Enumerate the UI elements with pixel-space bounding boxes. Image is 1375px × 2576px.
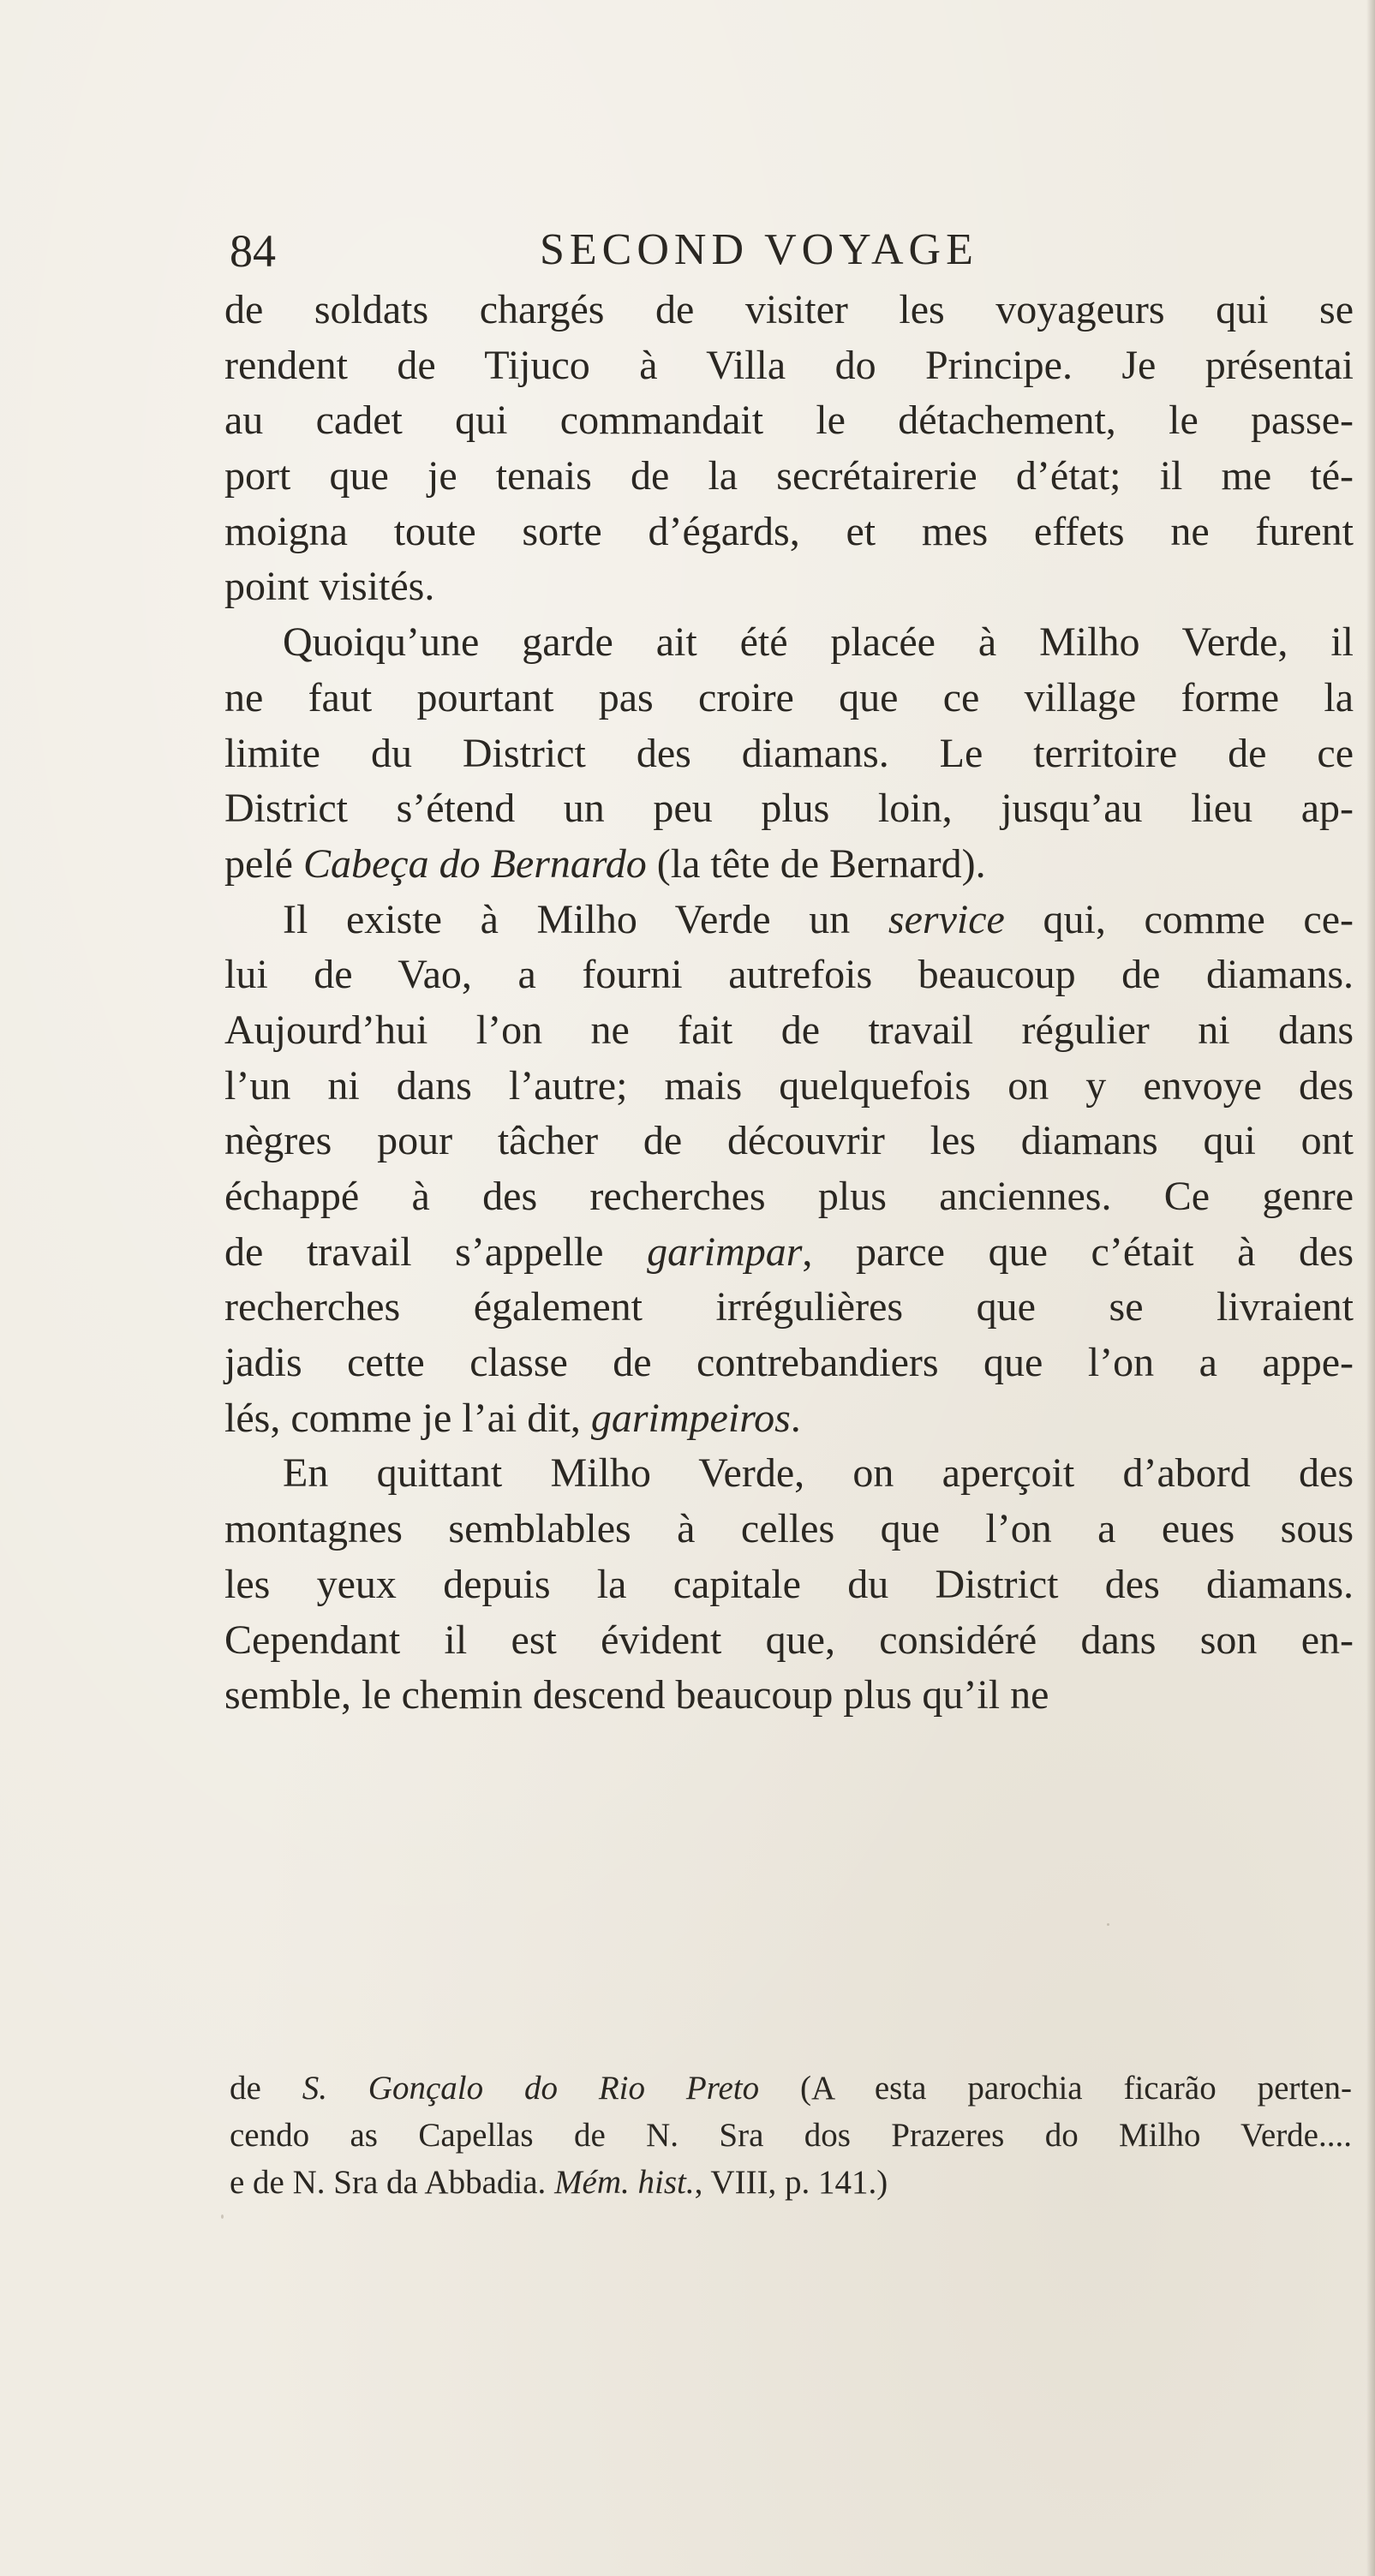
page-edge-shadow xyxy=(1366,0,1375,2576)
text-run: e de N. Sra da Abbadia. xyxy=(230,2164,555,2201)
page-number: 84 xyxy=(230,225,276,277)
body-line xyxy=(224,1169,1354,1225)
text-run: semble, le chemin descend beaucoup plus qu’il ne xyxy=(224,1672,1049,1718)
body-line xyxy=(224,837,1354,893)
text-run: (A esta parochia ficarão perten- xyxy=(759,2070,1353,2107)
body-line xyxy=(224,1668,1354,1724)
body-line xyxy=(224,781,1354,837)
paper-speck xyxy=(221,2214,224,2219)
italic-term: Mém. hist. xyxy=(554,2164,695,2201)
footnote-line xyxy=(230,2112,1352,2159)
italic-term: service xyxy=(888,896,1005,942)
body-line xyxy=(224,1446,1354,1502)
text-run: au cadet qui commandait le détachement, le passe- xyxy=(224,397,1354,444)
italic-term: garimpar xyxy=(647,1228,803,1275)
text-run: . xyxy=(790,1395,801,1441)
body-text xyxy=(224,283,1354,1724)
text-run: de xyxy=(230,2070,302,2107)
italic-term: Cabeça do Bernardo xyxy=(302,840,647,887)
text-run: point visités. xyxy=(224,564,435,610)
text-run: moigna toute sorte d’égards, et mes effets ne furent xyxy=(224,508,1354,554)
body-line xyxy=(224,726,1354,782)
text-run: , VIII, p. 141.) xyxy=(694,2164,888,2201)
text-run: En quittant Milho Verde, on aperçoit d’abord des xyxy=(283,1450,1354,1497)
body-line xyxy=(224,1336,1354,1391)
body-line xyxy=(224,1557,1354,1613)
text-run: ne faut pourtant pas croire que ce village forme la xyxy=(224,674,1354,720)
body-line xyxy=(224,615,1354,671)
running-head xyxy=(230,224,1129,284)
text-run: recherches également irrégulières que se livraient xyxy=(224,1284,1354,1330)
text-run: port que je tenais de la secrétairerie d’état; il me té- xyxy=(224,453,1354,499)
text-run: Il existe à Milho Verde un xyxy=(283,896,888,942)
body-line xyxy=(224,449,1354,505)
italic-term: S. Gonçalo do Rio Preto xyxy=(302,2070,760,2107)
text-run: lui de Vao, a fourni autrefois beaucoup de diamans. xyxy=(224,952,1354,998)
text-run: montagnes semblables à celles que l’on a eues sous xyxy=(224,1506,1354,1552)
text-run: les yeux depuis la capitale du District des diamans. xyxy=(224,1561,1354,1607)
body-line xyxy=(224,559,1354,615)
body-line xyxy=(224,893,1354,948)
text-run: de soldats chargés de visiter les voyageurs qui se xyxy=(224,287,1354,332)
footnote-line xyxy=(230,2159,1352,2206)
body-line xyxy=(224,1502,1354,1557)
text-run: rendent de Tijuco à Villa do Principe. Je présentai xyxy=(224,342,1354,388)
body-line xyxy=(224,1613,1354,1669)
text-run: échappé à des recherches plus anciennes. Ce genre xyxy=(224,1174,1354,1219)
text-run: , parce que c’était à des xyxy=(802,1228,1354,1275)
body-line xyxy=(224,1280,1354,1336)
text-run: de travail s’appelle xyxy=(224,1228,648,1275)
text-run: jadis cette classe de contrebandiers que l’on a appe- xyxy=(224,1340,1354,1386)
paper-speck xyxy=(524,1037,528,1040)
body-line xyxy=(224,1114,1354,1169)
text-run: cendo as Capellas de N. Sra dos Prazeres do Milho Verde.... xyxy=(230,2117,1352,2154)
body-line xyxy=(224,283,1354,338)
text-run: qui, comme ce- xyxy=(1004,896,1354,942)
text-run: Aujourd’hui l’on ne fait de travail régulier ni dans xyxy=(224,1007,1354,1053)
text-run: limite du District des diamans. Le territoire de ce xyxy=(224,730,1354,776)
text-run: nègres pour tâcher de découvrir les diamans qui ont xyxy=(224,1118,1354,1164)
text-run: pelé xyxy=(224,840,303,887)
body-line xyxy=(224,1003,1354,1059)
text-run: Quoiqu’une garde ait été placée à Milho Verde, il xyxy=(283,619,1354,666)
text-run: District s’étend un peu plus loin, jusqu’au lieu ap- xyxy=(224,786,1354,832)
body-line xyxy=(224,1225,1354,1281)
text-run: Cependant il est évident que, considéré dans son en- xyxy=(224,1617,1354,1663)
body-line xyxy=(224,393,1354,449)
body-line xyxy=(224,1391,1354,1447)
body-line xyxy=(224,1059,1354,1115)
text-run: (la tête de Bernard). xyxy=(646,840,986,887)
italic-term: garimpeiros xyxy=(590,1395,791,1441)
body-line xyxy=(224,947,1354,1003)
paper-speck xyxy=(1107,1923,1109,1926)
body-line xyxy=(224,671,1354,726)
text-run: l’un ni dans l’autre; mais quelquefois on y envoye des xyxy=(224,1062,1354,1109)
footnote-line xyxy=(230,2065,1352,2112)
text-run: lés, comme je l’ai dit, xyxy=(224,1395,591,1441)
body-line xyxy=(224,505,1354,560)
footnote-block xyxy=(230,2065,1352,2206)
body-line xyxy=(224,338,1354,394)
running-title: SECOND VOYAGE xyxy=(540,225,978,274)
